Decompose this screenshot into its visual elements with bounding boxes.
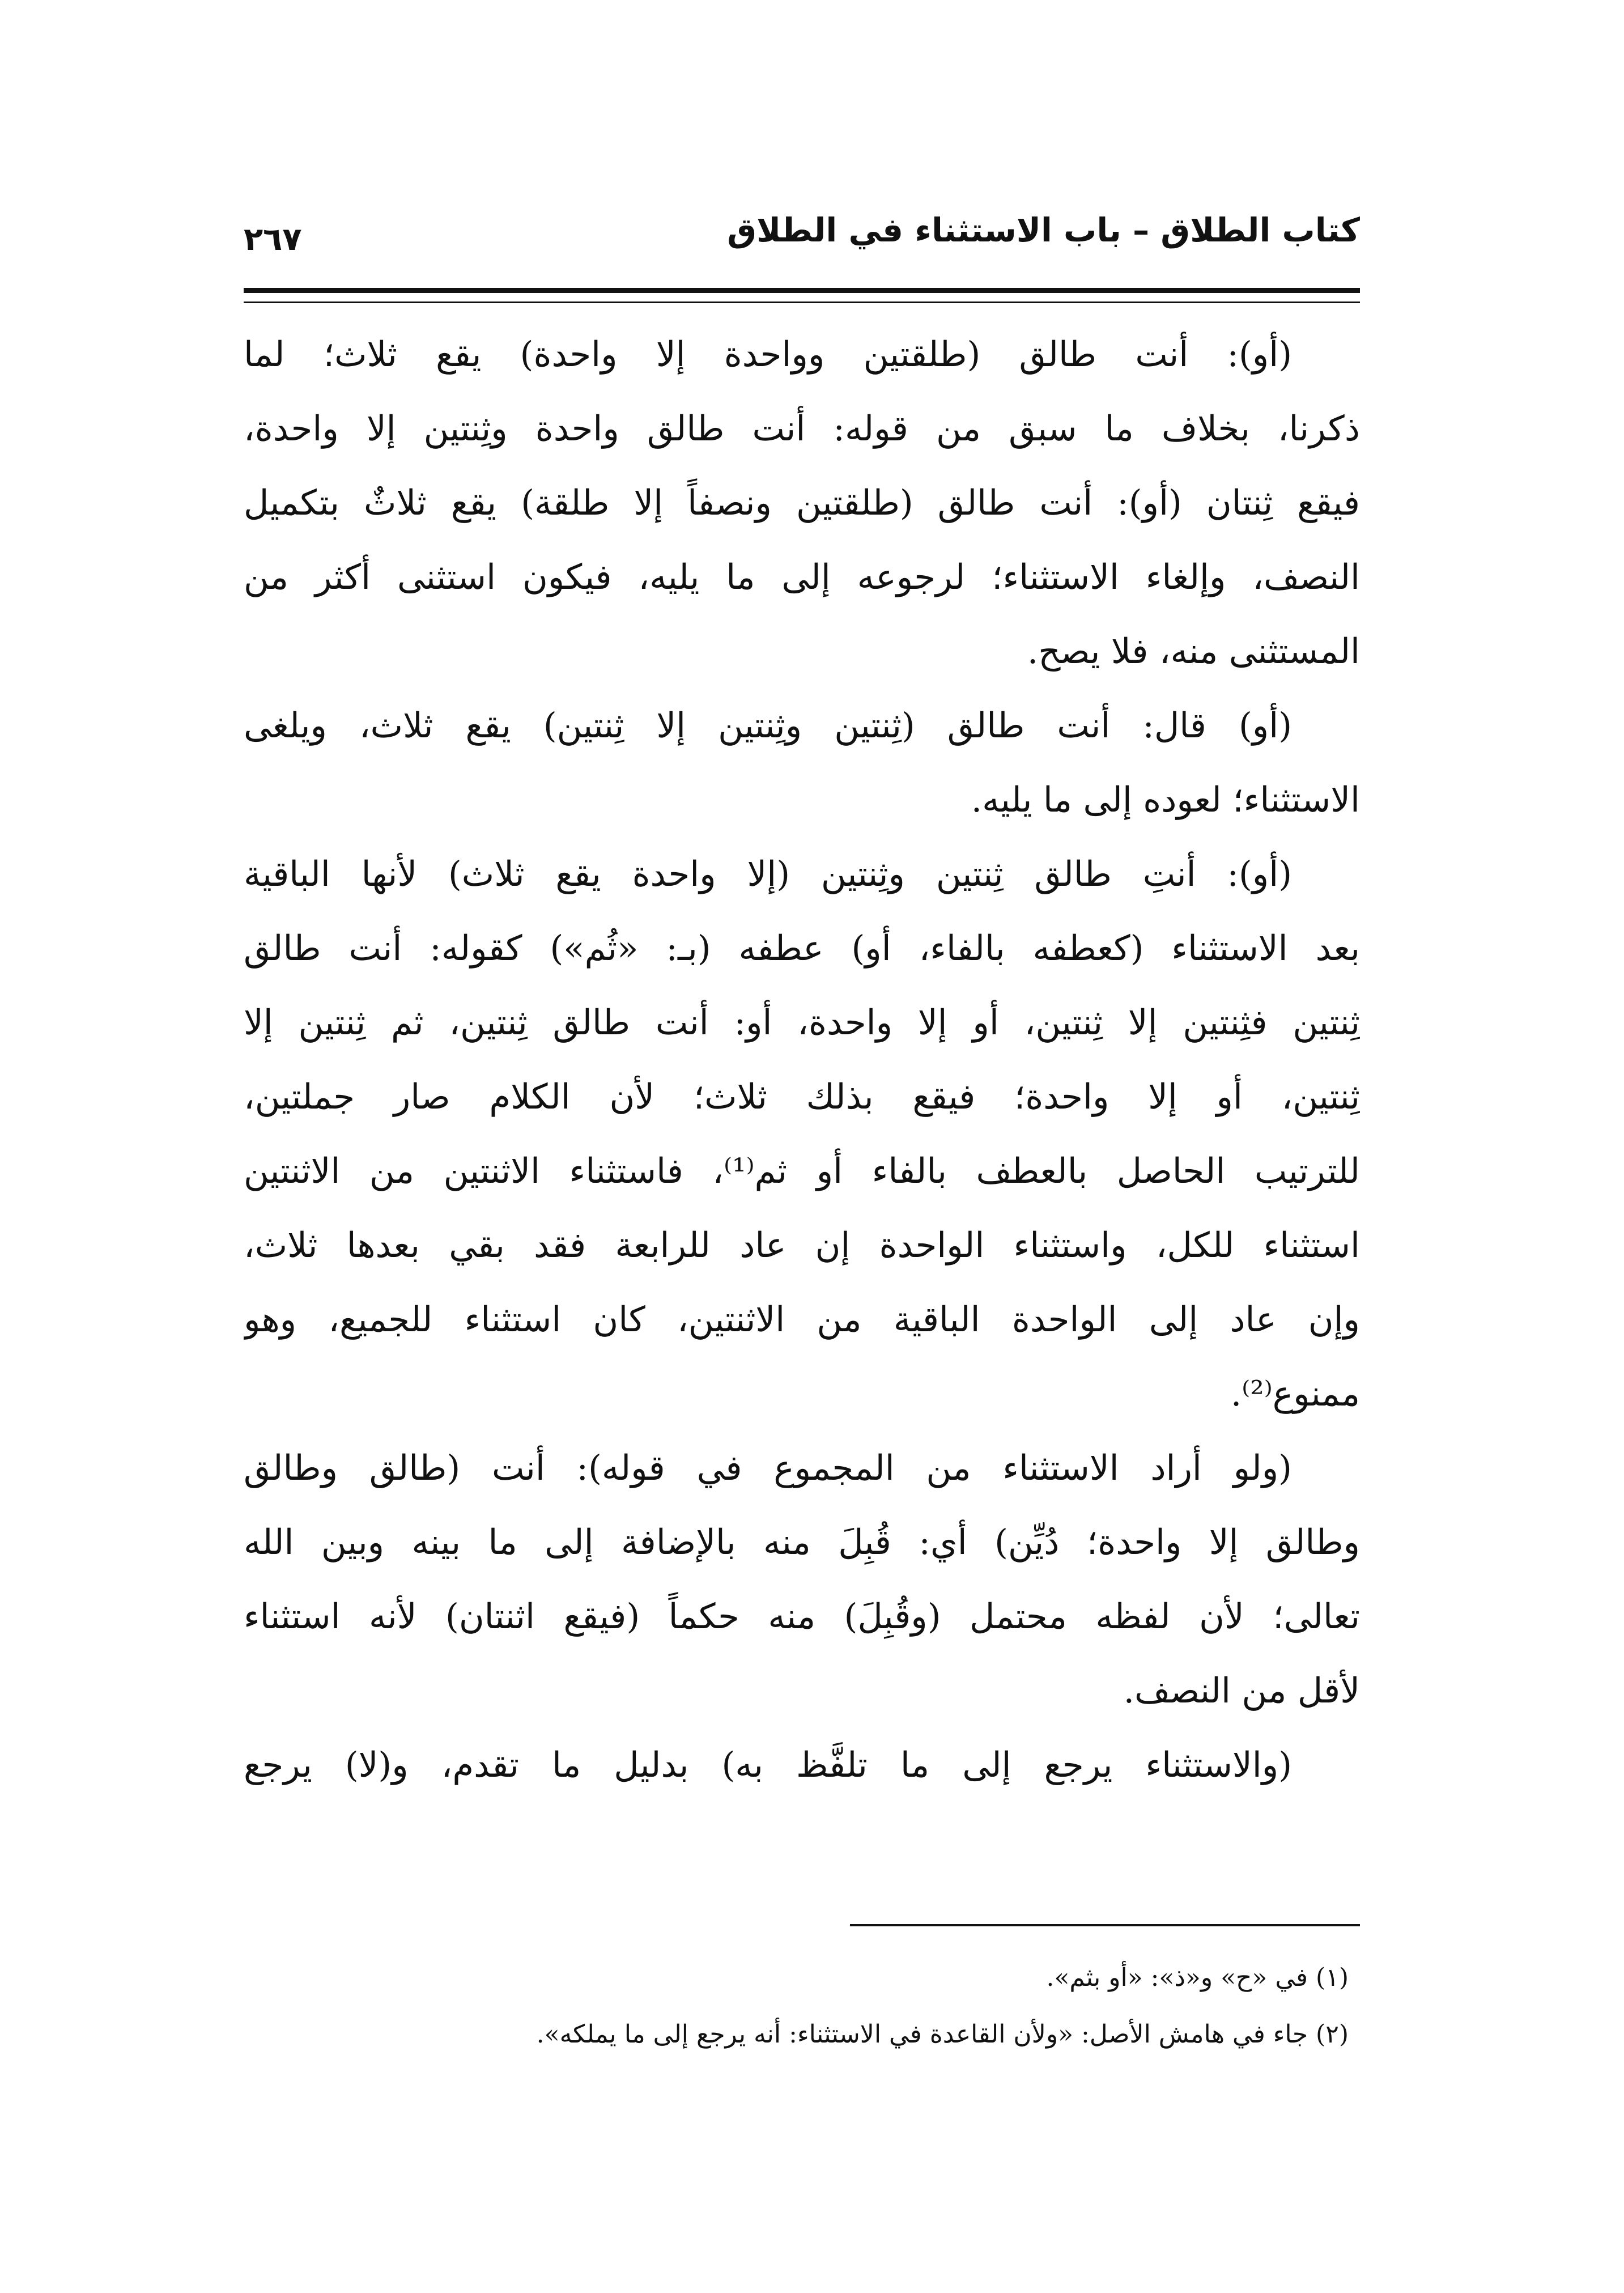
text-line: (ولو أراد الاستثناء من المجموع في قوله): أنت (طالق وطالق bbox=[244, 1448, 1292, 1488]
text-line: (أو): أنتِ طالق ثِنتين وثِنتين (إلا واحدة يقع ثلاث) لأنها الباقية bbox=[244, 854, 1292, 894]
footnotes bbox=[244, 1950, 1360, 2063]
text-line: (أو) قال: أنت طالق (ثِنتين وثِنتين إلا ثِنتين) يقع ثلاث، ويلغى bbox=[244, 706, 1292, 746]
text-line: ثِنتين، أو إلا واحدة؛ فيقع بذلك ثلاث؛ لأن الكلام صار جملتين، bbox=[244, 1077, 1360, 1117]
text-line: للترتيب الحاصل بالعطف بالفاء أو ثم⁽¹⁾، فاستثناء الاثنتين من الاثنتين bbox=[244, 1151, 1360, 1191]
text-line: فيقع ثِنتان (أو): أنت طالق (طلقتين ونصفاً إلا طلقة) يقع ثلاثٌ بتكميل bbox=[244, 483, 1360, 523]
text-line: (أو): أنت طالق (طلقتين وواحدة إلا واحدة) يقع ثلاث؛ لما bbox=[244, 334, 1292, 375]
main-text bbox=[244, 317, 1360, 1802]
text-line: النصف، وإلغاء الاستثناء؛ لرجوعه إلى ما يليه، فيكون استثنى أكثر من bbox=[244, 557, 1360, 597]
text-line: (والاستثناء يرجع إلى ما تلفَّظ به) بدليل ما تقدم، و(لا) يرجع bbox=[244, 1745, 1292, 1785]
header-rule-thick bbox=[244, 288, 1360, 293]
text-line: وإن عاد إلى الواحدة الباقية من الاثنتين، كان استثناء للجميع، وهو bbox=[244, 1300, 1360, 1340]
text-line: ذكرنا، بخلاف ما سبق من قوله: أنت طالق واحدة وثِنتين إلا واحدة، bbox=[244, 409, 1360, 449]
page-header bbox=[244, 204, 1360, 272]
text-line: ثِنتين فثِنتين إلا ثِنتين، أو إلا واحدة، أو: أنت طالق ثِنتين، ثم ثِنتين إلا bbox=[244, 1003, 1360, 1043]
page-number: ٢٦٧ bbox=[244, 221, 302, 258]
text-line: المستثنى منه، فلا يصح. bbox=[1027, 631, 1360, 672]
footnote-separator bbox=[850, 1924, 1360, 1926]
text-line: الاستثناء؛ لعوده إلى ما يليه. bbox=[971, 780, 1360, 820]
footnote-2: (٢) جاء في هامش الأصل: «ولأن القاعدة في الاستثناء: أنه يرجع إلى ما يملكه». bbox=[536, 2020, 1349, 2049]
text-line: لأقل من النصف. bbox=[1123, 1671, 1360, 1711]
text-line: ممنوع⁽²⁾. bbox=[1230, 1374, 1360, 1414]
footnote-1: (١) في «ح» و«ذ»: «أو بثم». bbox=[1046, 1963, 1349, 1992]
text-line: استثناء للكل، واستثناء الواحدة إن عاد للرابعة فقد بقي بعدها ثلاث، bbox=[244, 1225, 1360, 1266]
text-line: وطالق إلا واحدة؛ دُيِّن) أي: قُبِلَ منه بالإضافة إلى ما بينه وبين الله bbox=[244, 1522, 1360, 1562]
text-line: بعد الاستثناء (كعطفه بالفاء، أو) عطفه (بـ: «ثُم») كقوله: أنت طالق bbox=[244, 928, 1360, 969]
header-rule-thin bbox=[244, 302, 1360, 303]
text-line: تعالى؛ لأن لفظه محتمل (وقُبِلَ) منه حكماً (فيقع اثنتان) لأنه استثناء bbox=[244, 1596, 1360, 1637]
running-title: كتاب الطلاق – باب الاستثناء في الطلاق bbox=[727, 211, 1360, 249]
